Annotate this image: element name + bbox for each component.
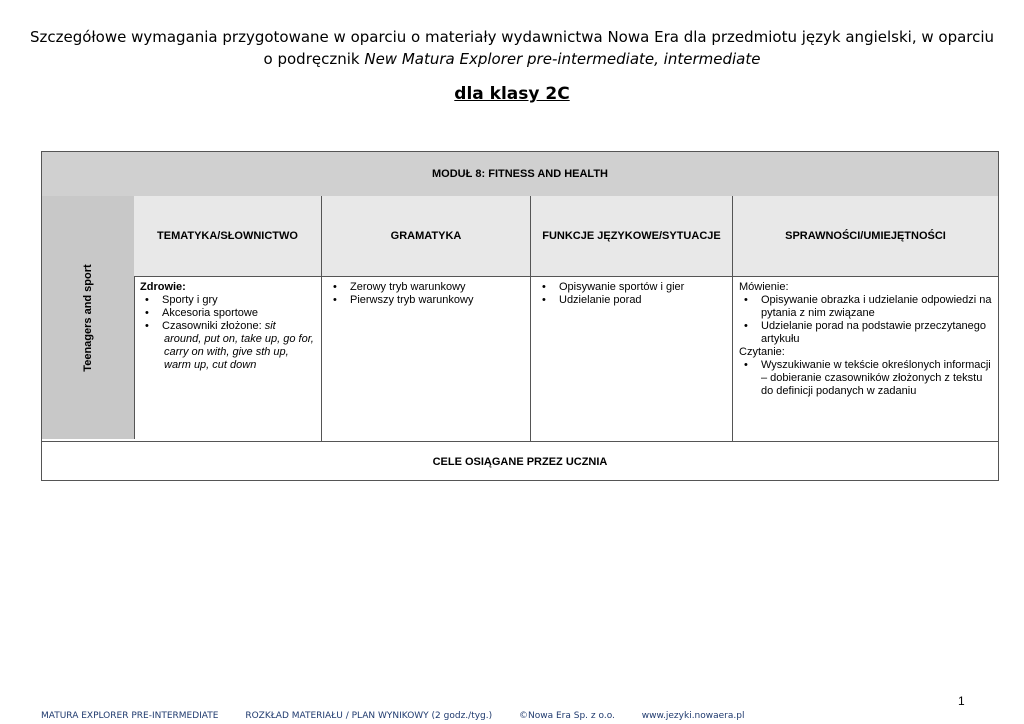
footer-copyright: ©Nowa Era Sp. z o.o. [519, 711, 615, 721]
learning-goals-row: CELE OSIĄGANE PRZEZ UCZNIA [42, 441, 998, 481]
topic-side-label: Teenagers and sport [82, 264, 94, 372]
functions-list [537, 281, 726, 307]
footer-series: MATURA EXPLORER PRE-INTERMEDIATE [41, 711, 219, 721]
list-item: • Wyszukiwanie w tekście określonych informacji – dobieranie czasowników złożonych z tekstu do definicji podanych w zadaniu [739, 359, 992, 398]
phrasal-verbs-list: around, put on, take up, go for, carry on with, give sth up, warm up, cut down [164, 333, 314, 371]
header-line-1: Szczegółowe wymagania przygotowane w oparciu o materiały wydawnictwa Nowa Era dla przedmiotu język angielski, w oparciu [29, 28, 995, 46]
phrasal-verbs-first: sit [264, 320, 276, 332]
reading-list [739, 359, 992, 398]
curriculum-table [41, 151, 999, 481]
speaking-list [739, 294, 992, 346]
page-number: 1 [958, 694, 965, 708]
grammar-list [328, 281, 524, 307]
textbook-title: New Matura Explorer pre-intermediate, intermediate [364, 50, 761, 68]
list-item: • Opisywanie sportów i gier [537, 281, 726, 294]
grammar-cell [322, 277, 531, 441]
footer-website-link[interactable]: www.jezyki.nowaera.pl [641, 711, 745, 721]
speaking-label: Mówienie: [739, 281, 789, 293]
list-item: • Akcesoria sportowe [140, 307, 315, 320]
page-footer [41, 711, 768, 721]
vocabulary-cell [134, 277, 322, 441]
header-line-2 [0, 48, 1024, 70]
column-header-functions: FUNKCJE JĘZYKOWE/SYTUACJE [531, 196, 733, 277]
column-header-skills: SPRAWNOŚCI/UMIEJĘTNOŚCI [733, 196, 998, 277]
list-item: • Udzielanie porad na podstawie przeczytanego artykułu [739, 320, 992, 346]
reading-label: Czytanie: [739, 346, 785, 358]
footer-plan-title: ROZKŁAD MATERIAŁU / PLAN WYNIKOWY (2 godz./tyg.) [245, 711, 493, 721]
class-title: dla klasy 2C [454, 84, 570, 104]
functions-cell [531, 277, 733, 441]
list-item: • Zerowy tryb warunkowy [328, 281, 524, 294]
module-title: MODUŁ 8: FITNESS AND HEALTH [42, 152, 998, 197]
column-header-grammar: GRAMATYKA [322, 196, 531, 277]
skills-cell [733, 277, 998, 441]
list-item: • Sporty i gry [140, 294, 315, 307]
header-line-2-prefix: o podręcznik [263, 50, 365, 68]
list-item [140, 320, 315, 333]
document-header [0, 26, 1024, 70]
vocabulary-list [140, 294, 315, 333]
list-item: • Udzielanie porad [537, 294, 726, 307]
topic-side-cell [42, 196, 135, 439]
phrasal-verbs-label: Czasowniki złożone: [162, 320, 265, 332]
list-item: • Pierwszy tryb warunkowy [328, 294, 524, 307]
list-item: • Opisywanie obrazka i udzielanie odpowiedzi na pytania z nim związane [739, 294, 992, 320]
vocabulary-heading: Zdrowie: [140, 281, 186, 293]
column-header-vocabulary: TEMATYKA/SŁOWNICTWO [134, 196, 322, 277]
